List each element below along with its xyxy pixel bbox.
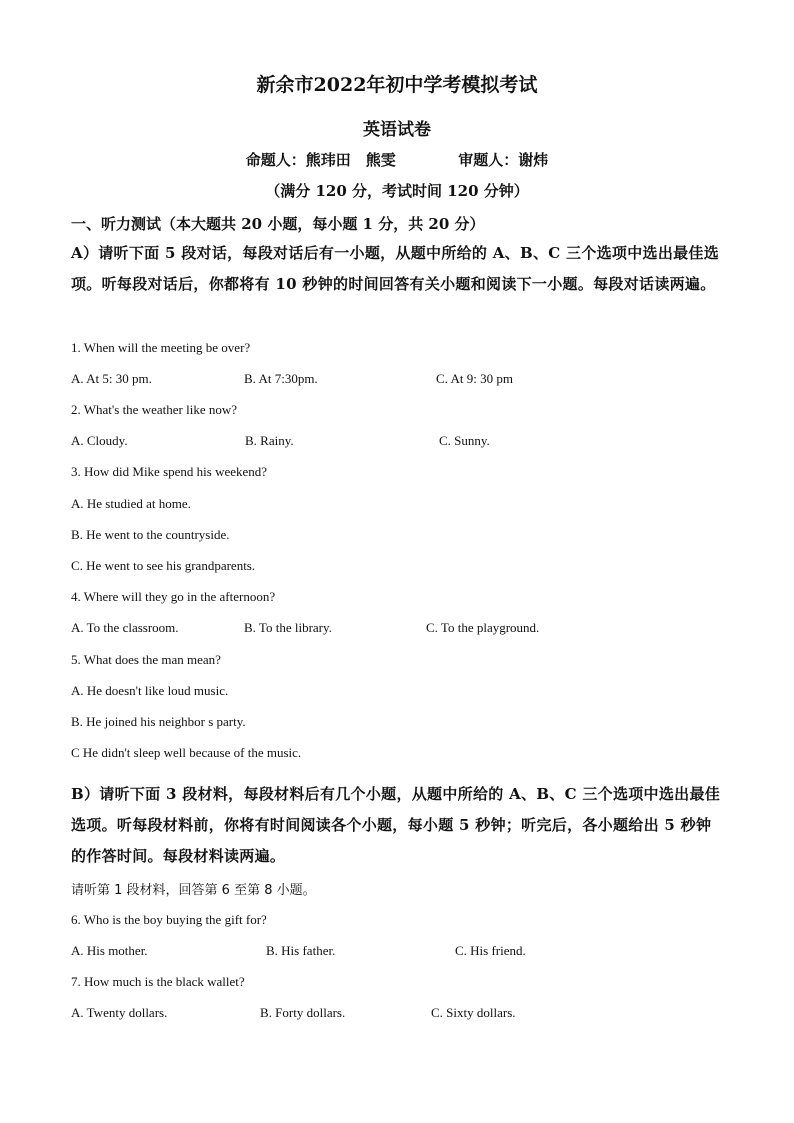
q7-option-a: A. Twenty dollars. (71, 1005, 168, 1020)
authors-line (0, 149, 794, 170)
section-heading: 一、听力测试（本大题共 20 小题，每小题 1 分，共 20 分） (71, 215, 485, 233)
q5-option-a: A. He doesn't like loud music. (71, 683, 229, 698)
q2-option-a: A. Cloudy. (71, 433, 128, 448)
setter-names: 命题人：熊玮田 熊雯 (245, 151, 396, 169)
q3-option-b: B. He went to the countryside. (71, 527, 230, 542)
q7-option-c: C. Sixty dollars. (431, 1005, 516, 1020)
exam-subtitle: 英语试卷 (363, 120, 431, 140)
q3-option-a: A. He studied at home. (71, 496, 191, 511)
q6-option-c: C. His friend. (455, 943, 526, 958)
question-2: 2. What's the weather like now? (71, 402, 237, 417)
q3-option-c: C. He went to see his grandparents. (71, 558, 256, 573)
question-3: 3. How did Mike spend his weekend? (71, 464, 268, 479)
q2-option-c: C. Sunny. (439, 433, 490, 448)
q7-option-b: B. Forty dollars. (260, 1005, 346, 1020)
question-4: 4. Where will they go in the afternoon? (71, 589, 276, 604)
q4-option-a: A. To the classroom. (71, 620, 179, 635)
part-a-instruction: A）请听下面 5 段对话，每段对话后有一小题，从题中所给的 A、B、C 三个选项中选出最佳选项。听每段对话后，你都将有 10 秒钟的时间回答有关小题和阅读下一小题。每段对话读两遍。 (71, 244, 720, 293)
q2-option-b: B. Rainy. (245, 433, 294, 448)
question-7: 7. How much is the black wallet? (71, 974, 245, 989)
question-5: 5. What does the man mean? (71, 652, 221, 667)
q1-option-c: C. At 9: 30 pm (436, 371, 513, 386)
q1-option-a: A. At 5: 30 pm. (71, 371, 152, 386)
q6-option-b: B. His father. (266, 943, 336, 958)
q1-option-b: B. At 7:30pm. (244, 371, 318, 386)
material-1-note: 请听第 1 段材料，回答第 6 至第 8 小题。 (71, 883, 316, 898)
reviewer-name: 审题人：谢炜 (458, 151, 549, 169)
q5-option-c: C He didn't sleep well because of the music. (71, 745, 302, 760)
question-6: 6. Who is the boy buying the gift for? (71, 912, 267, 927)
question-1: 1. When will the meeting be over? (71, 340, 251, 355)
exam-info: （满分 120 分，考试时间 120 分钟） (265, 182, 529, 200)
q5-option-b: B. He joined his neighbor s party. (71, 714, 246, 729)
q6-option-a: A. His mother. (71, 943, 148, 958)
q4-option-b: B. To the library. (244, 620, 332, 635)
part-b-instruction: B）请听下面 3 段材料，每段材料后有几个小题，从题中所给的 A、B、C 三个选项中选出最佳选项。听每段材料前，你将有时间阅读各个小题，每小题 5 秒钟；听完后，各小题给出 5 秒钟的作答时间。每段材料读两遍。 (71, 785, 721, 865)
exam-title: 新余市2022年初中学考模拟考试 (256, 74, 538, 96)
q4-option-c: C. To the playground. (426, 620, 540, 635)
